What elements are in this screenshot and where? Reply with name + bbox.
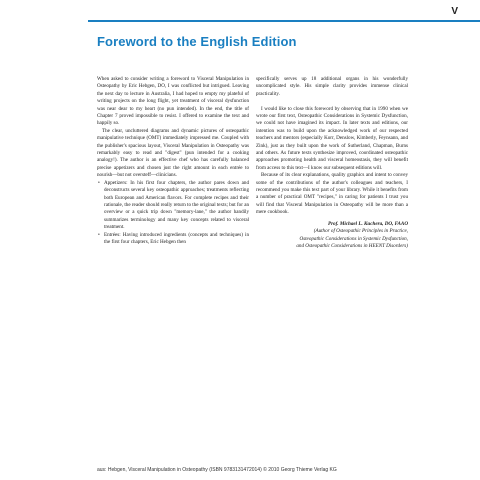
page-number: V: [451, 6, 458, 17]
paragraph: specifically serves up 18 additional organs in his wonderfully uncomplicated style. His simple clarity provides immense clinical practicality.: [256, 76, 408, 97]
paragraph: When asked to consider writing a foreword to Visceral Manipulation in Osteopathy by Eric Hebgen, DO, I was conflicted but intrigued. Leaving the next day to lecture in Australia, I had hoped to empty my plateful of writing projects on the long flight, yet treatment of visceral dysfunction was near dear to my heart (no pun intended). In the end, the title of Chapter 7 proved impossible to resist. I offered to examine the text and happily so.: [97, 76, 249, 127]
right-column: [256, 76, 408, 250]
signature-block: [256, 221, 408, 251]
paragraph: I would like to close this foreword by observing that in 1990 when we wrote our first text, Osteopathic Considerations in Systemic Dysfunction, we could not have imagined its impact. In later texts and editions, our intention was to build upon the acknowledged work of our respected teachers and mentors (especially Korr, Denslow, Kimberly, Feynsann, and Zink), just as they built upon the work of Sutherland, Chapman, Burns and others. As future texts synthesize improved, coordinated osteopathic approaches promoting health and visceral homeostasis, they will benefit from access to this text—I know our subsequent editions will.: [256, 105, 408, 171]
header-rule: [88, 20, 480, 22]
signature-credit: and Osteopathic Considerations in HEENT Disorders): [296, 242, 408, 249]
paragraph: The clear, uncluttered diagrams and dynamic pictures of osteopathic manipulative technique (OMT) immediately impressed me. Coupled with the publisher's spacious layout, Visceral Manipulation in Osteopathy was remarkably easy to read and "digest" (pun intended for a cooking analogy!). The author is an effective chef who has carefully balanced precise appetizers and chosen just the right amount in each entrée to nourish—but not oversteff—clinicians.: [97, 127, 249, 179]
signature-name: Prof. Michael L. Kuchera, DO, FAAO: [327, 220, 408, 227]
bullet-list: [97, 180, 249, 247]
paragraph: Because of its clear explanations, quality graphics and intent to convey some of the contributions of the author's colleagues and teachers, I recommend you make this text part of your library. While it benefits from a number of practical OMT "recipes," in caring for patients I trust you will find that Visceral Manipulation in Osteopathy will be more than a mere cookbook.: [256, 172, 408, 216]
left-column: [97, 76, 249, 246]
list-item: • Entrées: Having introduced ingredients (concepts and techniques) in the first four chapters, Eric Hebgen then: [97, 232, 249, 247]
page-title: Foreword to the English Edition: [97, 34, 297, 49]
source-footer: aus: Hebgen, Visceral Manipulation in Osteopathy (ISBN 9783131472014) © 2010 Georg Thieme Verlag KG: [97, 467, 337, 473]
signature-credit: (Author of Osteopathic Principles in Practice,: [313, 228, 408, 235]
signature-credit: Osteopathic Considerations in Systemic Dysfunction,: [299, 235, 408, 242]
list-item: • Appetizers: In his first four chapters, the author pares down and deconstructs several key osteopathic approaches; treatments reflecting both European and American flavors. For complete recipes and their rationale, the reader should really return to the original texts; but for an overview or a quick trip down "memory-lane," the author handily summarizes terminology and many key concepts related to visceral treatment.: [97, 180, 249, 232]
